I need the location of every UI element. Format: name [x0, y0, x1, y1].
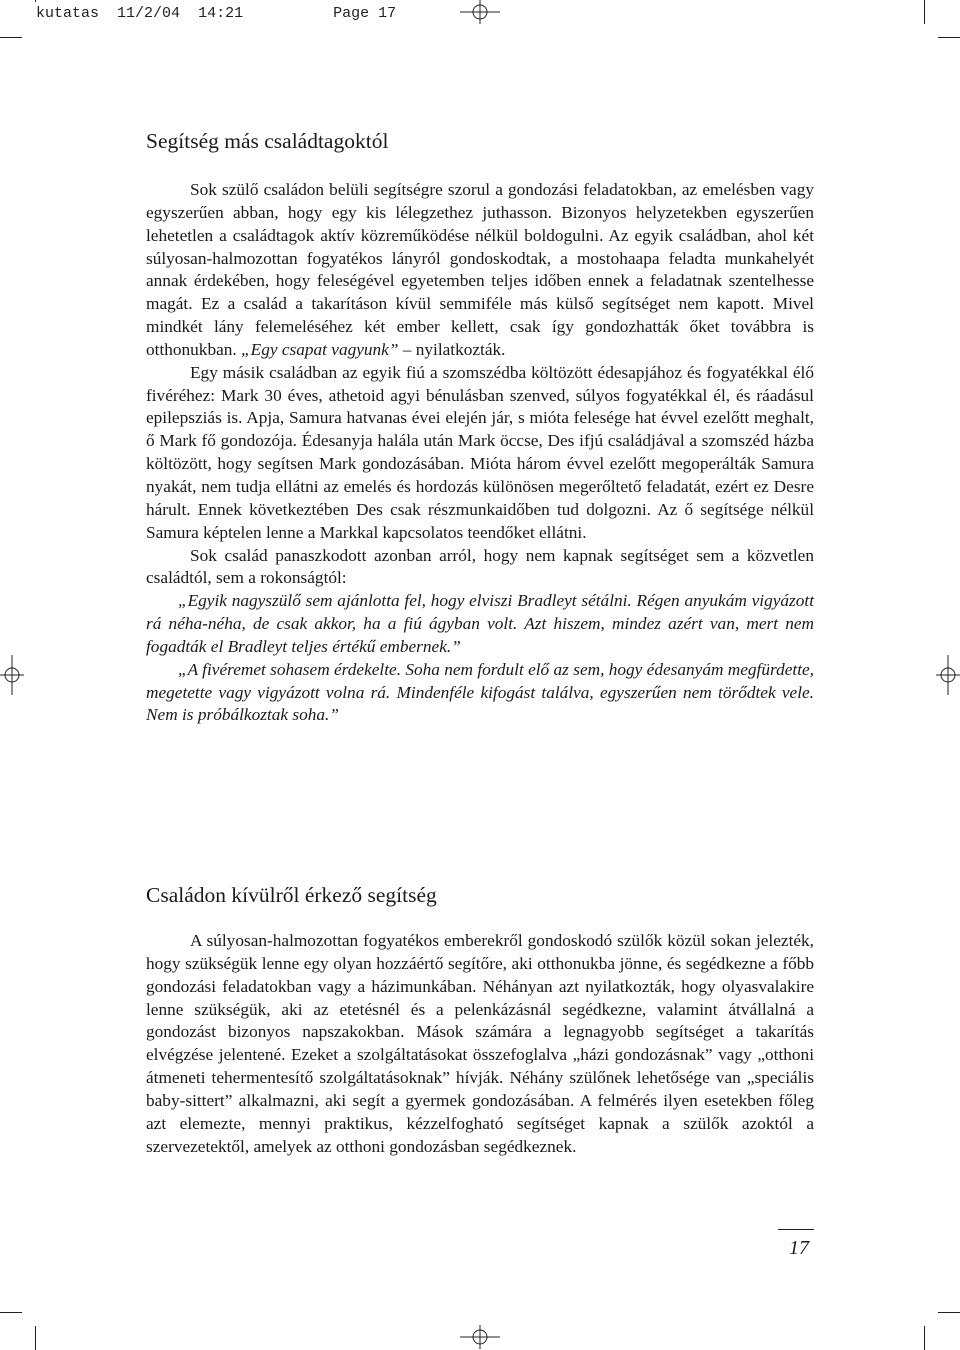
section-heading-family-help: Segítség más családtagoktól [146, 129, 389, 153]
section-body-family-help [146, 179, 814, 727]
section-body-outside-help [146, 930, 814, 1158]
block-quote: „Egyik nagyszülő sem ajánlotta fel, hogy elviszi Bradleyt sétálni. Régen anyukám vigyázott rá néha-néha, de csak akkor, ha a fiú ágyban volt. Azt hiszem, mindez azért van, mert nem fogadták el Bradleyt teljes értékű embernek.” [146, 591, 814, 656]
paragraph: Egy másik családban az egyik fiú a szomszédba költözött édesapjához és fogyatékkal élő fivéréhez: Mark 30 éves, athetoid agyi bénulásban szenved, súlyos fogyatékkal él, és ráadásul epilepsziás is. Apja, Samura hatvanas évei elején jár, s mióta felesége hat évvel ezelőtt meghalt, ő Mark fő gondozója. Édesanyja halála után Mark öccse, Des ifjú családjával a szomszéd házba költözött, hogy segítsen Mark gondozásában. Mióta három évvel ezelőtt megoperálták Samura nyakát, nem tudja ellátni az emelés és hordozás különösen megerőltető feladatát, ezért ez Desre hárult. Ennek következtében Des csak részmunkaidőben tud dolgozni. Az ő segítsége nélkül Samura képtelen lenne a Markkal kapcsolatos teendőket ellátni. [146, 362, 814, 542]
paragraph: A súlyosan-halmozottan fogyatékos emberekről gondoskodó szülők közül sokan jelezték, hogy szükségük lenne egy olyan hozzáértő segítőre, aki otthonukba jönne, és segédkezne a főbb gondozási feladatokban vagy a házimunkában. Néhányan azt nyilatkozták, hogy olyasvalakire lenne szükségük, aki az etetésnél és a pelenkázásnál segédkezne, valamint átvállalná a gondozást bizonyos napszakokban. Mások számára a legnagyobb segítséget a takarítás elvégzése jelentené. Ezeket a szolgáltatásokat összefoglalva „házi gondozásnak” vagy „otthoni átmeneti tehermentesítő szolgáltatásoknak” hívják. Néhány szülőnek lehetősége van „speciális baby-sittert” alkalmazni, aki segít a gyermek gondozásában. A felmérés ilyen esetekben főleg azt elemezte, mennyi praktikus, kézzelfogható segítséget kapnak a szülők azoktól a szervezetektől, amelyek az otthoni gondozásban segédkeznek. [146, 931, 814, 1156]
paragraph-text: Sok szülő családon belüli segítségre szorul a gondozási feladatokban, az emelésben vagy egyszerűen abban, hogy egy kis lélegzethez juthasson. Bizonyos helyzetekben egyszerűen lehetetlen a családtagok aktív közreműködése nélkül boldogulni. Az egyik családban, ahol két súlyosan-halmozottan fogyatékos lányról gondoskodtak, a mostohaapa feladta munkahelyét annak érdekében, hogy feleségével egyetemben teljes időben ennek a feladatnak szentelhesse magát. Ez a család a takarításon kívül semmiféle más külső segítséget nem kapott. Mivel mindkét lány felemeléséhez két ember kellett, csak így gondozhatták őket továbbra is otthonukban. [146, 180, 814, 359]
slug-time: 14:21 [198, 5, 244, 22]
block-quote: „A fivéremet sohasem érdekelte. Soha nem fordult elő az sem, hogy édesanyám megfürdette, megetette vagy vigyázott volna rá. Mindenféle kifogást találva, egyszerűen nem törődtek vele. Nem is próbálkoztak soha.” [146, 659, 814, 725]
folio-rule [778, 1229, 814, 1230]
slug-page: Page 17 [333, 5, 397, 22]
slug-file: kutatas [36, 5, 100, 22]
section-heading-outside-help: Családon kívülről érkező segítség [146, 883, 437, 907]
inline-quote: „Egy csapat vagyunk” [241, 339, 399, 359]
page-number: 17 [789, 1237, 809, 1259]
paragraph: Sok szülő családon belüli segítségre szorul a gondozási feladatokban, az emelésben vagy egyszerűen abban, hogy egy kis lélegzethez juthasson. Bizonyos helyzetekben egyszerűen lehetetlen a családtagok aktív közreműködése nélkül boldogulni. Az egyik családban, ahol két súlyosan-halmozottan fogyatékos lányról gondoskodtak, a mostohaapa feladta munkahelyét annak érdekében, hogy feleségével egyetemben teljes időben ennek a feladatnak szentelhesse magát. Ez a család a takarításon kívül semmiféle más külső segítséget nem kapott. Mivel mindkét lány felemeléséhez két ember kellett, csak így gondozhatták őket továbbra is otthonukban. „Egy csapat vagyunk” – nyilatkozták. [146, 180, 814, 359]
paragraph-end: nyilatkozták. [415, 339, 506, 359]
paragraph: Sok család panaszkodott azonban arról, hogy nem kapnak segítséget sem a közvetlen családtól, sem a rokonságtól: [146, 545, 814, 588]
slug-date: 11/2/04 [117, 5, 181, 22]
